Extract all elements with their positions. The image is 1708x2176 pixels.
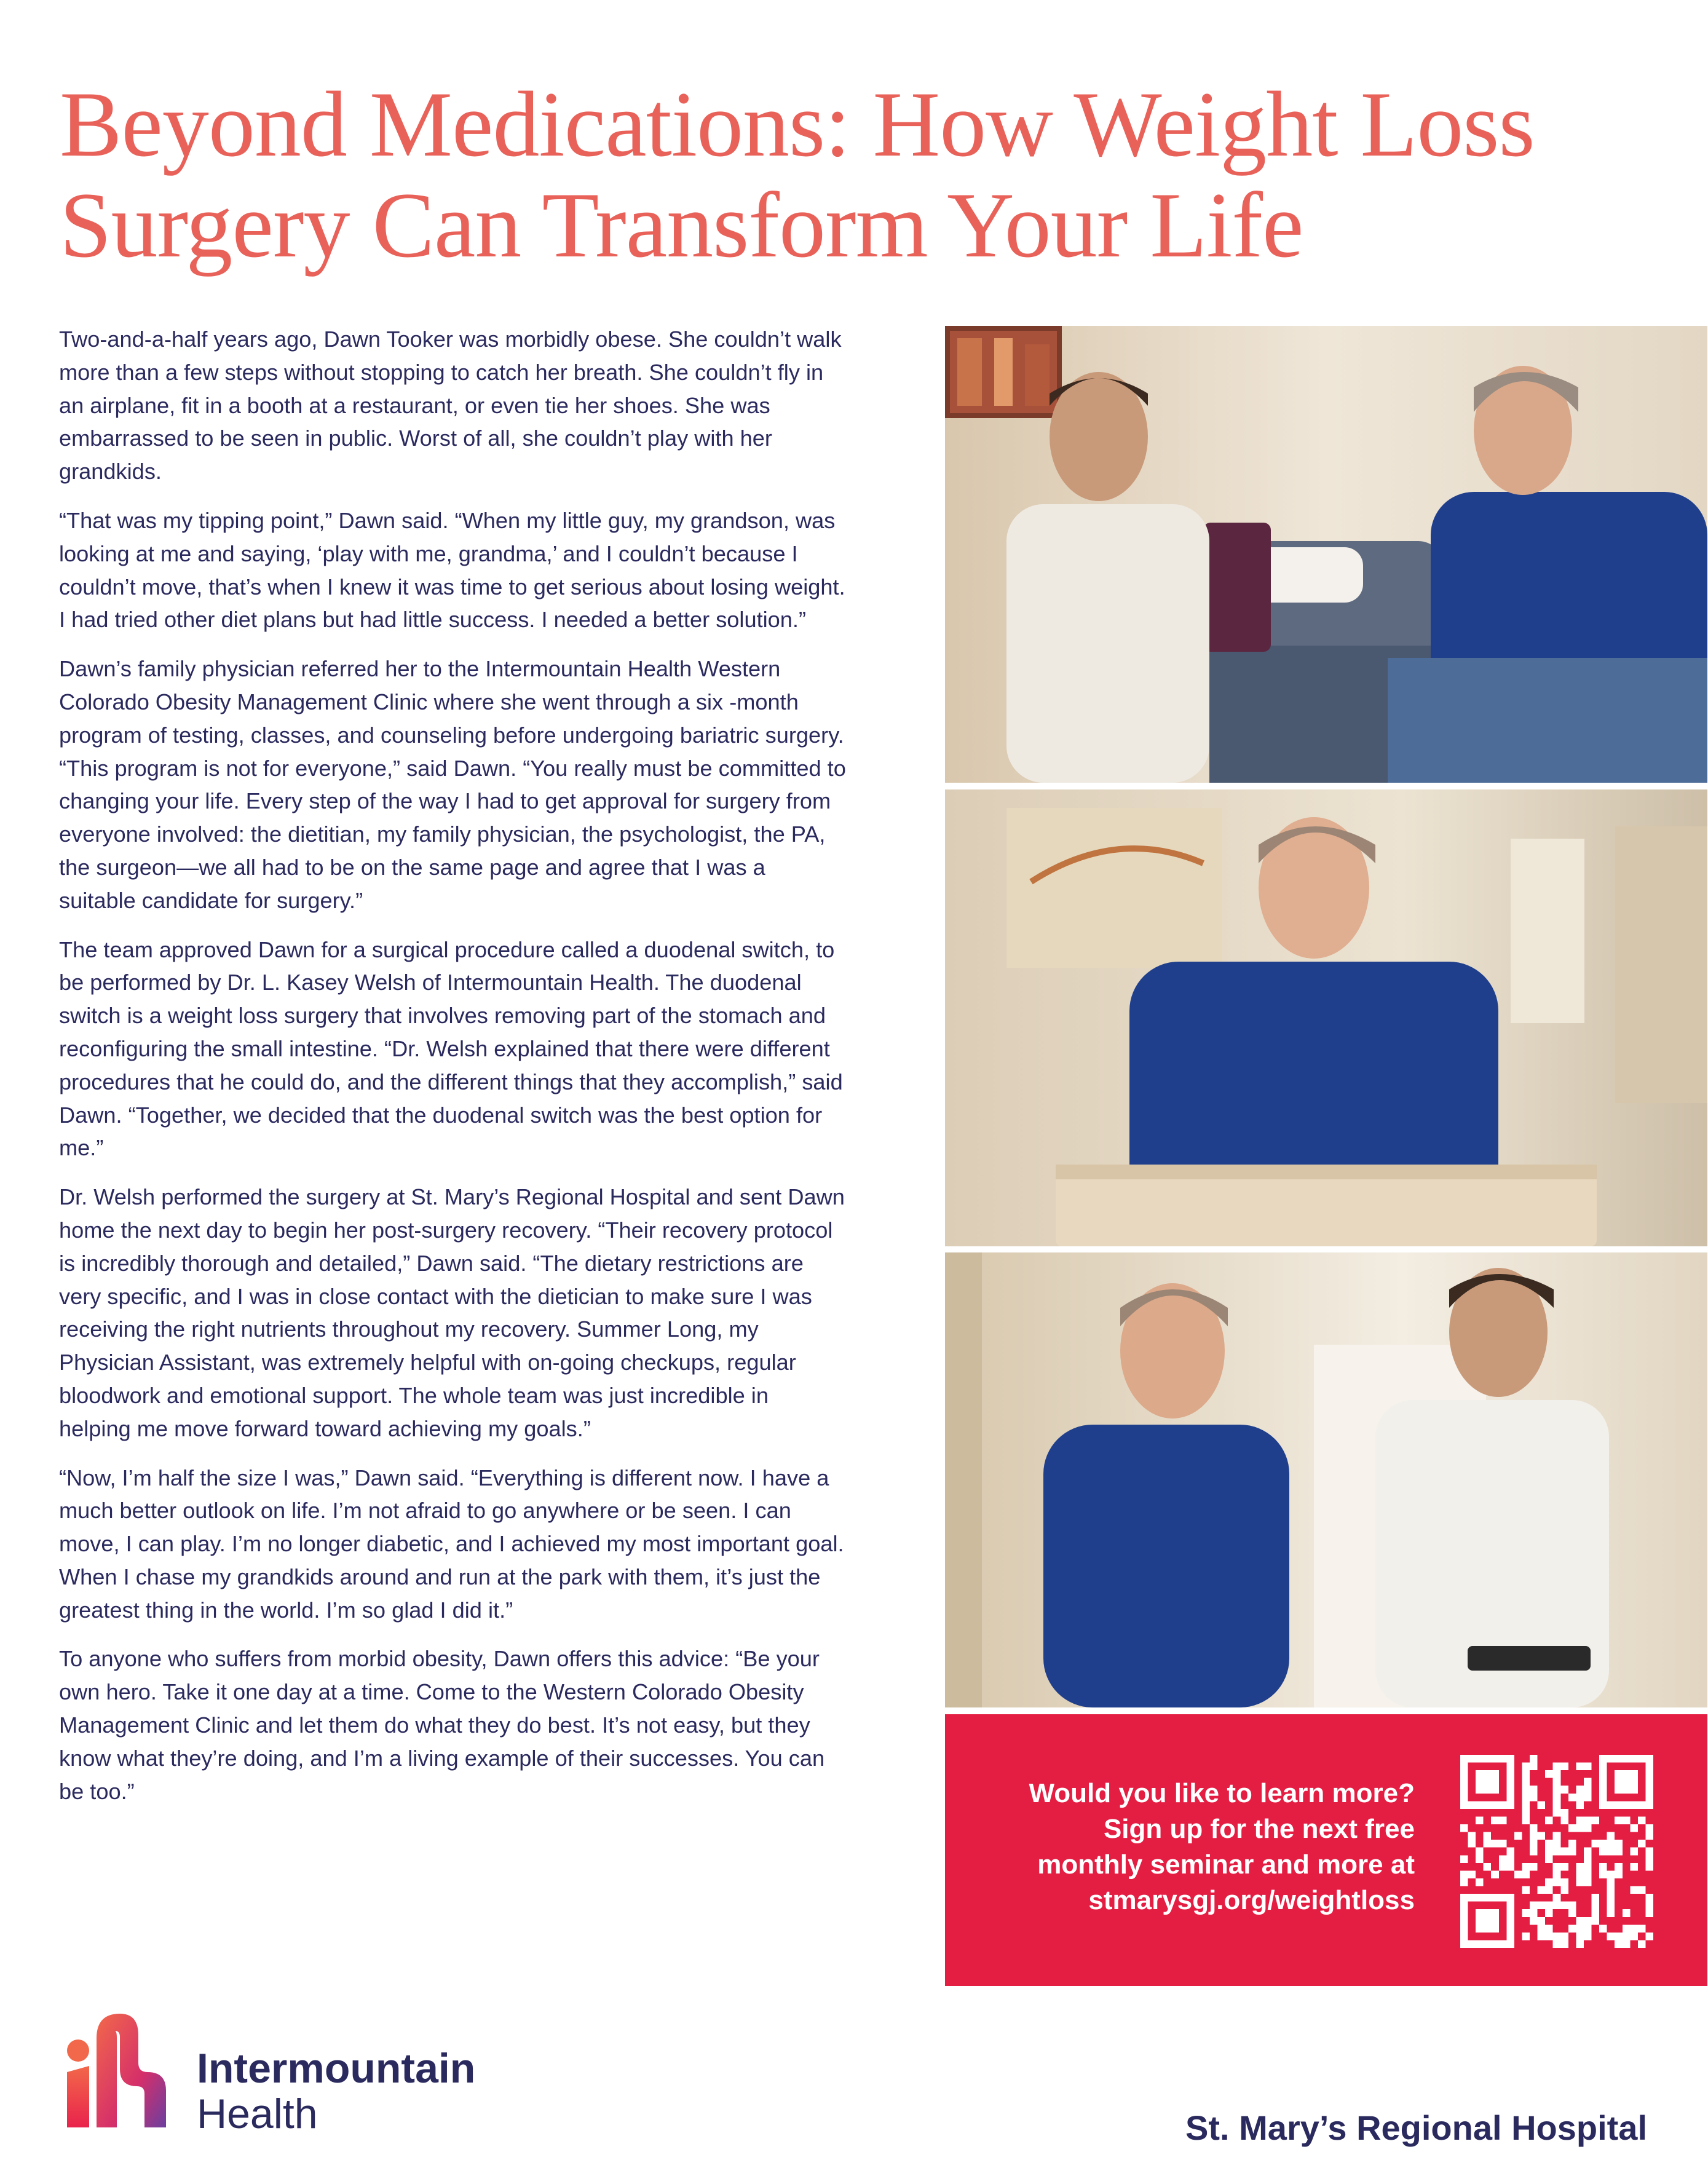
article-paragraph-2: “That was my tipping point,” Dawn said. “When my little guy, my grandson, was looking at me and saying, ‘play with me, grandma,’ and I couldn’t because I couldn’t move, that’s when I knew it was time to get serious about losing weight. I had tried other diet plans but had little success. I needed a better solution.” (59, 507, 845, 633)
title-line-2: Surgery Can Transform Your Life (60, 173, 1303, 277)
article-paragraph-3: Dawn’s family physician referred her to the Intermountain Health Western Colorado Obesity Management Clinic where she went through a six -month program of testing, classes, and counseling before undergoing bariatric surgery. “This program is not for everyone,” said Dawn. “You really must be committed to changing your life. Every step of the way I had to get approval for surgery from everyone involved: the dietitian, my family physician, the psychologist, the PA, the surgeon—we all had to be on the same page and agree that I was a suitable candidate for surgery.” (59, 656, 846, 913)
article-paragraph-1: Two-and-a-half years ago, Dawn Tooker was morbidly obese. She couldn’t walk more than a few steps without stopping to catch her breath. She couldn’t fly in an airplane, fit in a booth at a restaurant, or even tie her shoes. She was embarrassed to be seen in public. Worst of all, she couldn’t play with her grandkids. (59, 326, 842, 485)
logo-line-1: Intermountain (197, 2045, 476, 2092)
qr-code-icon[interactable] (1460, 1755, 1653, 1948)
photo-patient-with-pants (945, 789, 1707, 1246)
intermountain-logo-mark-icon (58, 2001, 181, 2137)
article-paragraph-7: To anyone who suffers from morbid obesity, Dawn offers this advice: “Be your own hero. Take it one day at a time. Come to the Western Colorado Obesity Management Clinic and let them do what they do best. It’s not easy, but they know what they’re doing, and I’m a living example of their successes. You can be too.” (59, 1646, 825, 1804)
call-to-action-box (945, 1714, 1707, 1986)
intermountain-health-logo (58, 2001, 538, 2137)
article-paragraph-6: “Now, I’m half the size I was,” Dawn said. “Everything is different now. I have a much better outlook on life. I’m not afraid to go anywhere or be seen. I can move, I can play. I’m no longer diabetic, and I achieved my most important goal. When I chase my grandkids around and run at the park with them, it’s just the greatest thing in the world. I’m so glad I did it.” (59, 1465, 844, 1623)
article-title (60, 73, 1535, 277)
article-body (59, 323, 846, 1824)
cta-line-3: monthly seminar and more at (1037, 1850, 1415, 1880)
cta-line-2: Sign up for the next free (1103, 1814, 1415, 1844)
photo-hallway-walk (945, 1252, 1707, 1707)
cta-text (972, 1776, 1415, 1918)
article-paragraph-4: The team approved Dawn for a surgical procedure called a duodenal switch, to be performed by Dr. L. Kasey Welsh of Intermountain Health. The duodenal switch is a weight loss surgery that involves removing part of the stomach and reconfiguring the small intestine. “Dr. Welsh explained that there were different procedures that he could do, and the different things that they accomplish,” said Dawn. “Together, we decided that the duodenal switch was the best option for me.” (59, 936, 843, 1161)
logo-wordmark (197, 2046, 475, 2137)
cta-url-link[interactable]: stmarysgj.org/weightloss (1088, 1885, 1415, 1915)
article-paragraph-5: Dr. Welsh performed the surgery at St. Mary’s Regional Hospital and sent Dawn home the next day to begin her post-surgery recovery. “Their recovery protocol is incredibly thorough and detailed,” Dawn said. “The dietary restrictions are very specific, and I was in close contact with the dietician to make sure I was receiving the right nutrients throughout my recovery. Summer Long, my Physician Assistant, was extremely helpful with on-going checkups, regular bloodwork and emotional support. The whole team was just incredible in helping me move forward toward achieving my goals.” (59, 1184, 845, 1441)
logo-line-2: Health (197, 2091, 318, 2137)
cta-line-1: Would you like to learn more? (1029, 1778, 1415, 1808)
title-line-1: Beyond Medications: How Weight Loss (60, 73, 1535, 176)
hospital-name: St. Mary’s Regional Hospital (1185, 2108, 1647, 2147)
photo-exam-room (945, 326, 1707, 783)
